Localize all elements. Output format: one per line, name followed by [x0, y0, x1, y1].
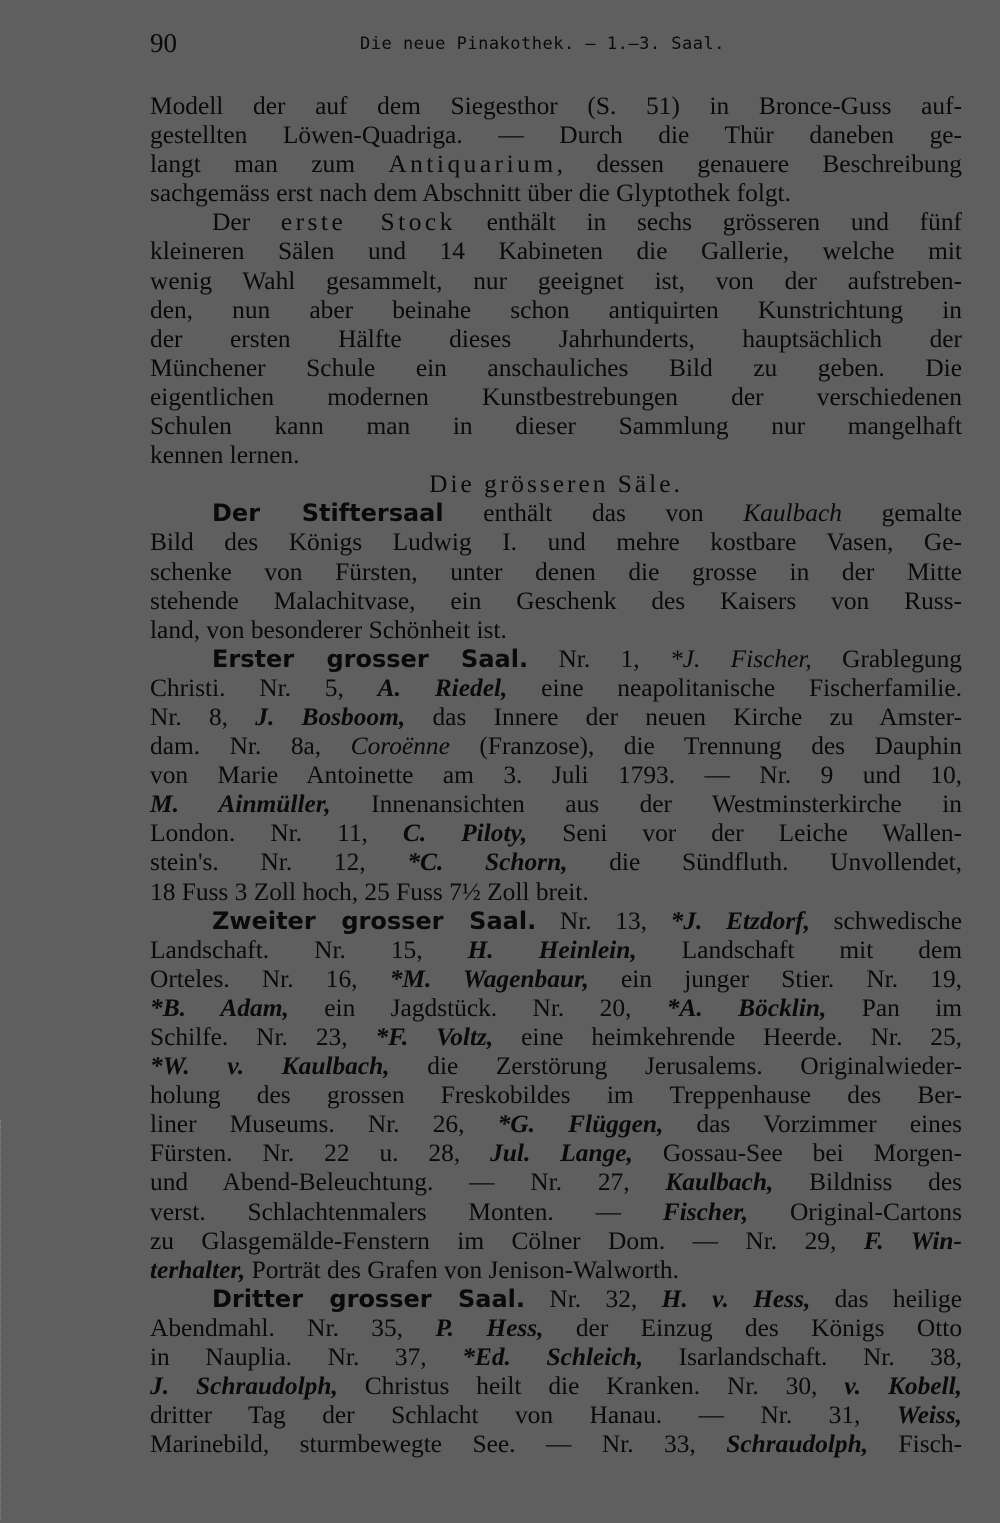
artist-name: terhalter, — [150, 1255, 246, 1284]
text-line: Schilfe. Nr. 23, *F. Voltz, eine heimkehrende Heerde. Nr. 25, — [150, 1023, 962, 1051]
text-line: eigentlichen modernen Kunstbestrebungen der verschiedenen — [150, 382, 962, 411]
text-line: Nr. 8, J. Bosboom, das Innere der neuen Kirche zu Amster- — [150, 702, 962, 731]
artist-name: A. Riedel, — [377, 673, 508, 702]
room-heading: Dritter grosser Saal. — [212, 1284, 526, 1313]
room-heading: Der Stiftersaal — [212, 499, 444, 528]
artist-name: M. Ainmüller, — [150, 790, 331, 819]
artist-name: *B. Adam, — [150, 993, 289, 1022]
text-line: Abendmahl. Nr. 35, P. Hess, der Einzug des Königs Otto — [150, 1313, 963, 1342]
text-line: den, nun aber beinahe schon antiquirten Kunstrichtung in — [150, 295, 962, 324]
artist-name: *G. Flüggen, — [497, 1110, 664, 1139]
artist-name: Kaulbach, — [665, 1168, 774, 1197]
artist-name: v. Kobell, — [844, 1372, 962, 1401]
artist-name: *C. Schorn, — [407, 848, 568, 877]
text-line: *B. Adam, ein Jagdstück. Nr. 20, *A. Böcklin, Pan im — [150, 993, 963, 1022]
artist-name: *Ed. Schleich, — [462, 1343, 644, 1372]
text-line: schenke von Fürsten, unter denen die grosse in der Mitte — [150, 557, 962, 586]
text-line: Bild des Königs Ludwig I. und mehre kostbare Vasen, Ge- — [150, 528, 962, 557]
text-line: *W. v. Kaulbach, die Zerstörung Jerusalems. Originalwieder- — [150, 1052, 962, 1081]
text-line: gestellten Löwen-Quadriga. — Durch die Thür daneben ge- — [150, 121, 962, 150]
spaced-term: erste Stock — [280, 208, 456, 237]
text-line: J. Schraudolph, Christus heilt die Kranken. Nr. 30, v. Kobell, — [150, 1372, 962, 1401]
artist-name: J. Bosboom, — [255, 702, 406, 731]
artist-name: *W. v. Kaulbach, — [150, 1052, 390, 1081]
room-heading: Erster grosser Saal. — [212, 644, 529, 673]
text-line: stehende Malachitvase, ein Geschenk des Kaisers von Russ- — [150, 586, 962, 615]
artist-name: Jul. Lange, — [490, 1139, 633, 1168]
text-line: Schulen kann man in dieser Sammlung nur mangelhaft — [150, 412, 962, 441]
section-title: Die grösseren Säle. — [429, 470, 683, 499]
artist-name: *A. Böcklin, — [666, 993, 827, 1022]
spaced-term: Antiquarium — [388, 150, 557, 179]
artist-name: H. Heinlein, — [467, 935, 637, 964]
text-line: M. Ainmüller, Innenansichten aus der Westminsterkirche in — [150, 790, 962, 819]
page-number: 90 — [150, 28, 177, 58]
text-line: zu Glasgemälde-Fenstern im Cölner Dom. — Nr. 29, F. Win- — [150, 1226, 962, 1255]
scan-margin-marks — [0, 1120, 23, 1520]
artist-name: P. Hess, — [435, 1313, 544, 1342]
text-line: Der erste Stock enthält in sechs grösseren und fünf — [212, 208, 962, 237]
book-page — [150, 0, 962, 1523]
artist-name: *J. Etzdorf, — [670, 906, 810, 935]
text-line: Christi. Nr. 5, A. Riedel, eine neapolitanische Fischerfamilie. — [150, 673, 962, 702]
text-line: holung des grossen Freskobildes im Treppenhause des Ber- — [150, 1081, 962, 1110]
artist-name: *F. Voltz, — [375, 1023, 494, 1051]
text-line: 18 Fuss 3 Zoll hoch, 25 Fuss 7½ Zoll breit. — [150, 877, 589, 906]
text-line: sachgemäss erst nach dem Abschnitt über die Glyptothek folgt. — [150, 179, 791, 208]
artist-name: Fischer, — [662, 1197, 749, 1226]
text-line: Marinebild, sturmbewegte See. — Nr. 33, Schraudolph, Fisch- — [150, 1430, 962, 1459]
artist-name: J. Schraudolph, — [150, 1372, 338, 1401]
text-line: liner Museums. Nr. 26, *G. Flüggen, das Vorzimmer eines — [150, 1110, 962, 1139]
text-line: langt man zum Antiquarium, dessen genauere Beschreibung — [150, 150, 962, 179]
running-head: Die neue Pinakothek. — 1.—3. Saal. — [360, 34, 725, 54]
artist-name: F. Win- — [863, 1226, 962, 1255]
artist-name: C. Piloty, — [402, 819, 528, 848]
artist-name: *J. Fischer, — [669, 644, 812, 673]
text-line: land, von besonderer Schönheit ist. — [150, 615, 507, 644]
artist-name: Kaulbach — [743, 499, 842, 528]
text-line: Münchener Schule ein anschauliches Bild zu geben. Die — [150, 353, 962, 382]
text-line: London. Nr. 11, C. Piloty, Seni vor der Leiche Wallen- — [150, 819, 962, 848]
room-heading: Zweiter grosser Saal. — [212, 906, 537, 935]
artist-name: H. v. Hess, — [661, 1284, 811, 1313]
artist-name: Weiss, — [896, 1401, 962, 1430]
page-body — [150, 92, 962, 1459]
text-line: Der Stiftersaal enthält das von Kaulbach gemalte — [212, 499, 962, 528]
text-line: der ersten Hälfte dieses Jahrhunderts, hauptsächlich der — [150, 324, 962, 353]
text-line: und Abend-Beleuchtung. — Nr. 27, Kaulbach, Bildniss des — [150, 1168, 962, 1197]
text-line: Dritter grosser Saal. Nr. 32, H. v. Hess, das heilige — [212, 1284, 962, 1313]
artist-name: Coroënne — [350, 732, 450, 761]
text-line: in Nauplia. Nr. 37, *Ed. Schleich, Isarlandschaft. Nr. 38, — [150, 1343, 962, 1372]
text-line: von Marie Antoinette am 3. Juli 1793. — Nr. 9 und 10, — [150, 761, 962, 790]
text-line: wenig Wahl gesammelt, nur geeignet ist, von der aufstreben- — [150, 266, 962, 295]
text-line: Orteles. Nr. 16, *M. Wagenbaur, ein junger Stier. Nr. 19, — [150, 964, 963, 993]
text-line: stein's. Nr. 12, *C. Schorn, die Sündfluth. Unvollendet, — [150, 848, 963, 877]
text-line: dritter Tag der Schlacht von Hanau. — Nr. 31, Weiss, — [150, 1401, 962, 1430]
text-line: verst. Schlachtenmalers Monten. — Fischer, Original-Cartons — [150, 1197, 962, 1226]
text-line: dam. Nr. 8a, Coroënne (Franzose), die Trennung des Dauphin — [150, 732, 962, 761]
text-line: Fürsten. Nr. 22 u. 28, Jul. Lange, Gossau-See bei Morgen- — [150, 1139, 962, 1168]
text-line: terhalter, Porträt des Grafen von Jenison-Walworth. — [150, 1255, 679, 1284]
text-line: Zweiter grosser Saal. Nr. 13, *J. Etzdorf, schwedische — [212, 906, 962, 935]
text-line: Modell der auf dem Siegesthor (S. 51) in Bronce-Guss auf- — [150, 92, 962, 120]
artist-name: Schraudolph, — [726, 1430, 869, 1459]
page-header — [150, 28, 962, 64]
text-line: kennen lernen. — [150, 441, 300, 470]
text-line: Landschaft. Nr. 15, H. Heinlein, Landschaft mit dem — [150, 935, 962, 964]
text-line: Erster grosser Saal. Nr. 1, *J. Fischer, Grablegung — [212, 644, 962, 673]
text-line: kleineren Sälen und 14 Kabineten die Gallerie, welche mit — [150, 237, 962, 266]
artist-name: *M. Wagenbaur, — [389, 964, 589, 993]
